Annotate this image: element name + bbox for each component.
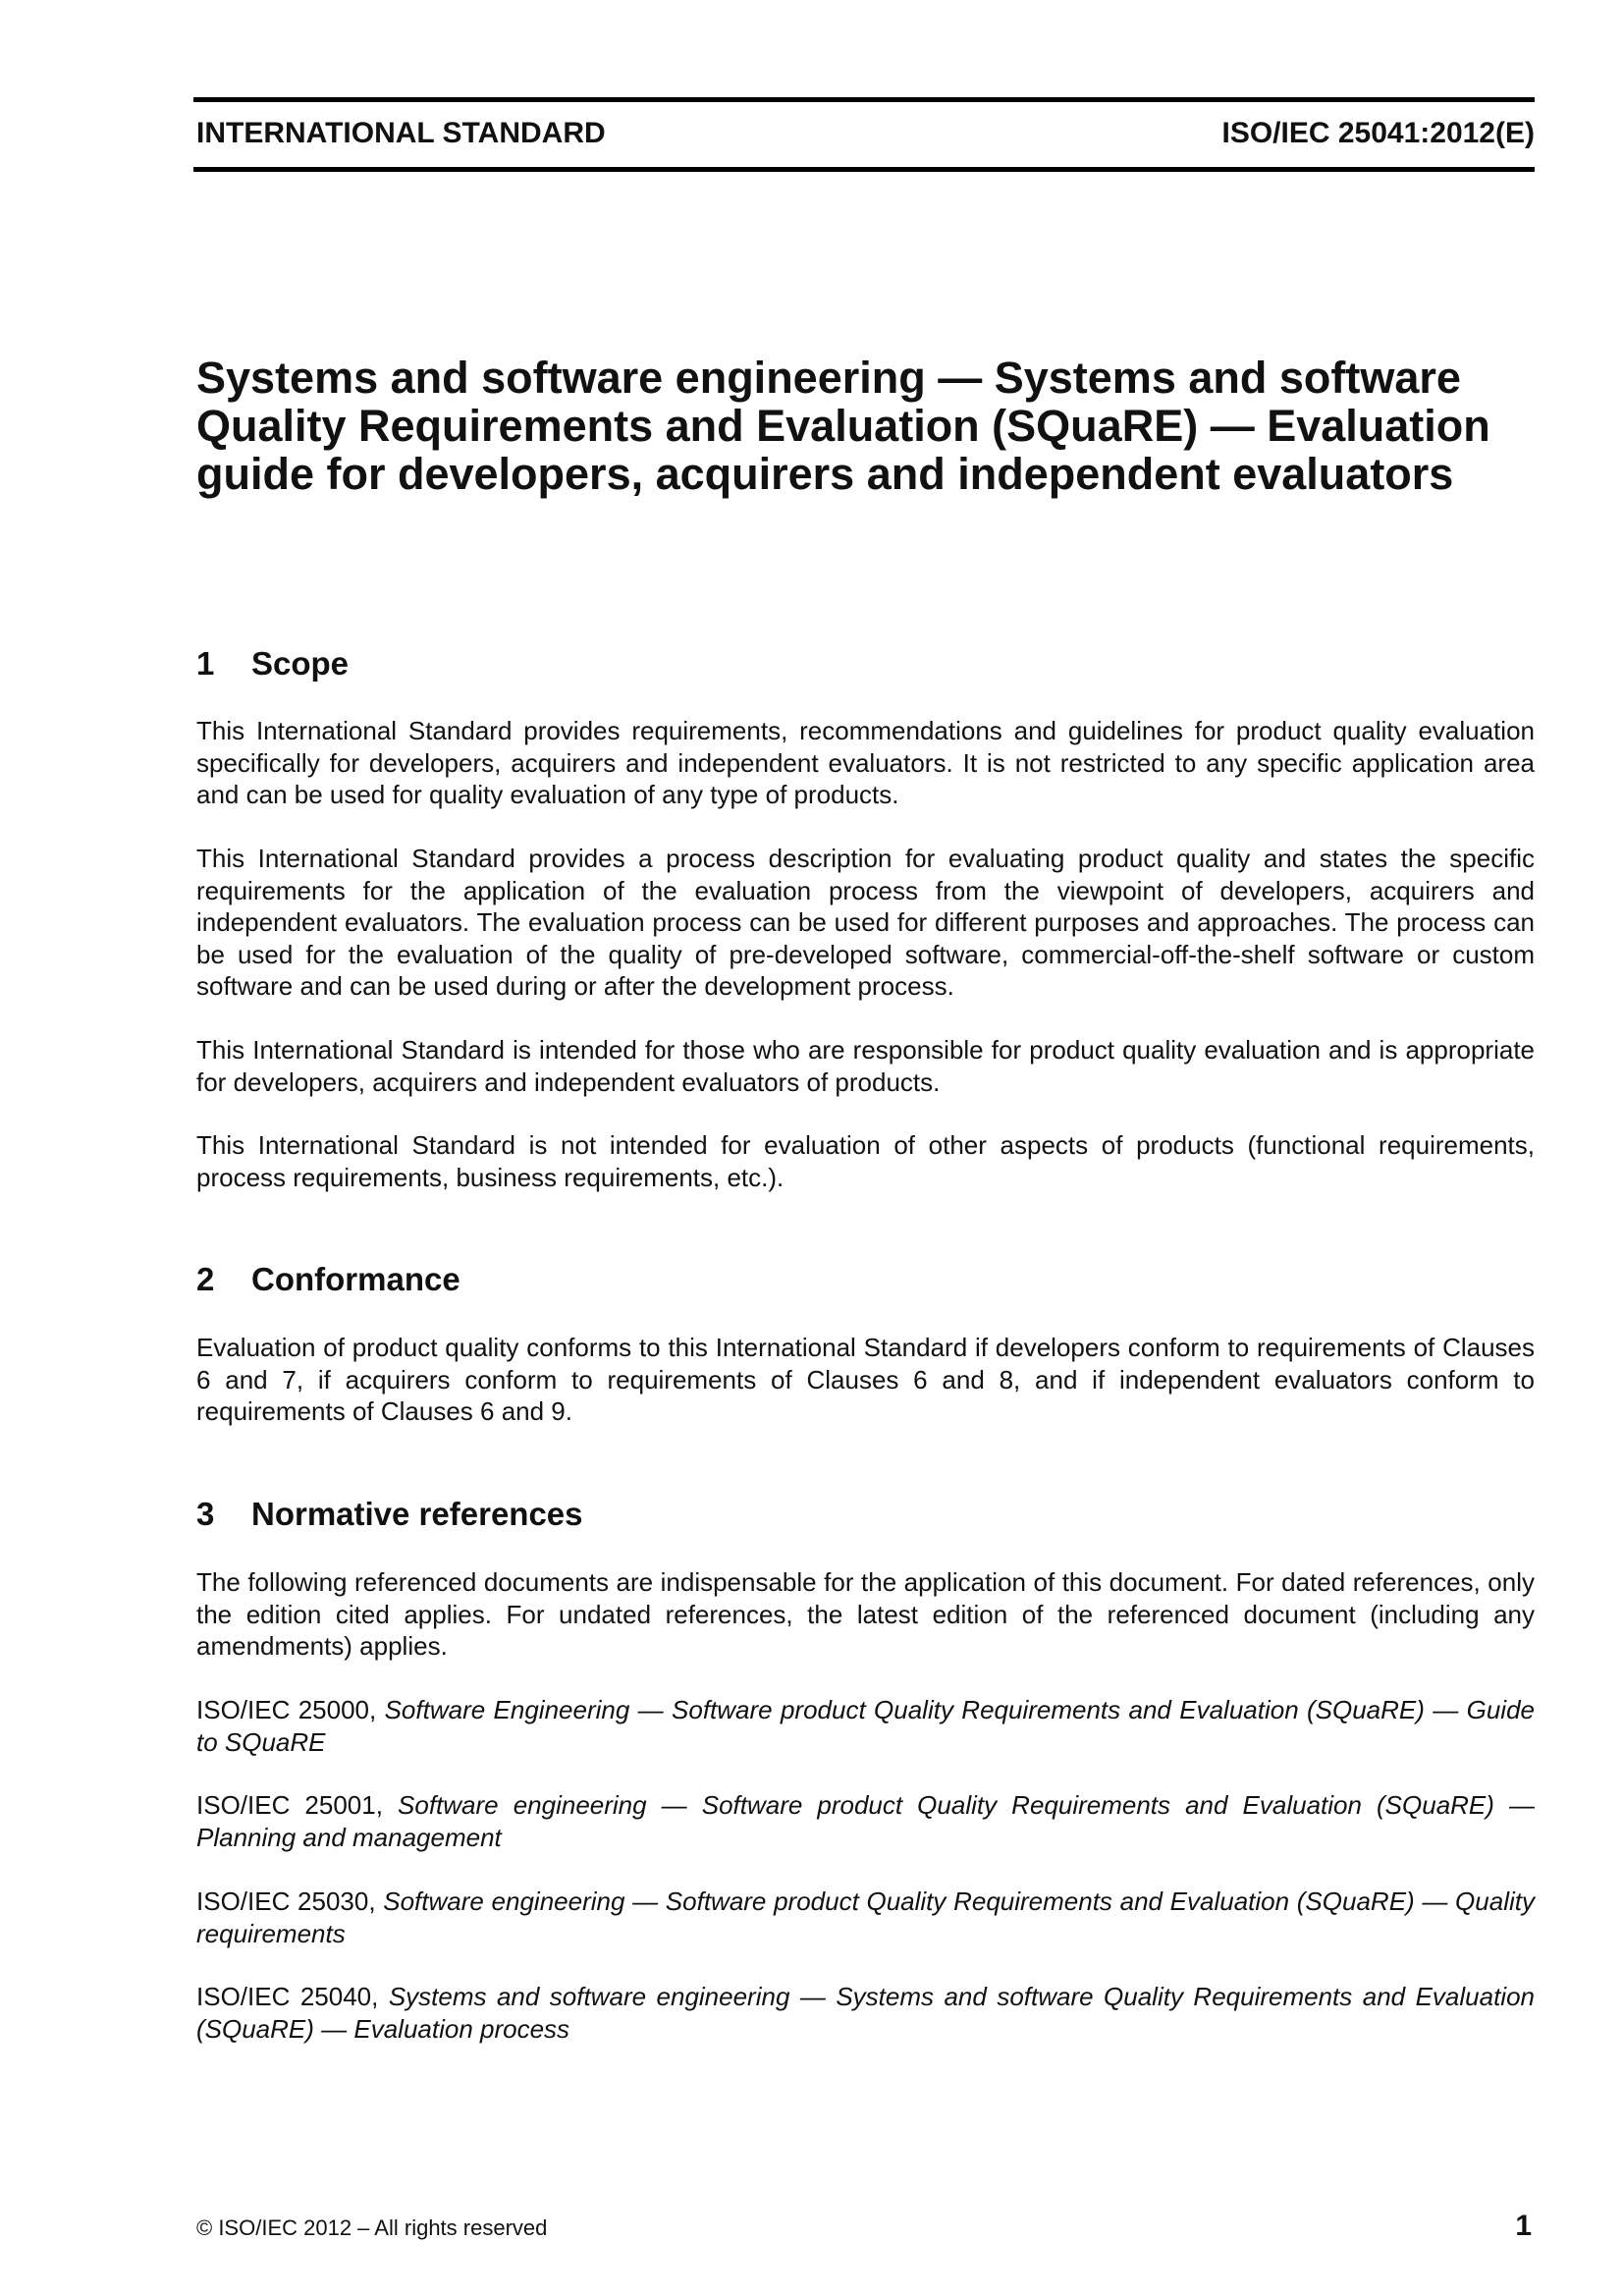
section-number: 3: [196, 1496, 215, 1532]
section-title: Scope: [251, 645, 350, 682]
header-rule-bottom: [193, 167, 1535, 172]
normative-reference-item: [196, 1789, 1535, 1853]
section-heading-scope: [196, 645, 349, 683]
reference-title: Software engineering — Software product Quality Requirements and Evaluation (SQuaRE) — Planning and management: [196, 1790, 1536, 1852]
section-title: Normative references: [251, 1496, 583, 1532]
reference-title: Systems and software engineering — Systems and software Quality Requirements and Evaluation (SQuaRE) — Evaluation process: [196, 1982, 1535, 2044]
document-title-line: Systems and software engineering — Systems and software: [196, 353, 1461, 403]
reference-id: ISO/IEC 25040,: [196, 1982, 379, 2011]
document-title: [196, 354, 1538, 498]
reference-id: ISO/IEC 25001,: [196, 1790, 383, 1820]
section-number: 2: [196, 1261, 215, 1297]
reference-id: ISO/IEC 25030,: [196, 1886, 376, 1916]
footer-copyright: © ISO/IEC 2012 – All rights reserved: [196, 2215, 548, 2240]
conformance-paragraph: Evaluation of product quality conforms to this International Standard if developers conform to requirements of Clauses 6 and 7, if acquirers conform to requirements of Clauses 6 and 8, and if independent evaluators conform to requirements of Clauses 6 and 9.: [196, 1333, 1535, 1426]
normative-references-intro: The following referenced documents are indispensable for the application of this document. For dated references, only the edition cited applies. For undated references, the latest edition of the referenced document (including any amendments) applies.: [196, 1567, 1535, 1661]
section-title: Conformance: [251, 1261, 460, 1297]
scope-paragraph-1: This International Standard provides requirements, recommendations and guidelines for product quality evaluation specifically for developers, acquirers and independent evaluators. It is not restricted to any specific application area and can be used for quality evaluation of any type of products.: [196, 716, 1535, 809]
section-number: 1: [196, 645, 215, 682]
section-heading-normative-references: [196, 1496, 583, 1533]
header-rule-top: [193, 97, 1535, 102]
header-standard-type: INTERNATIONAL STANDARD: [196, 117, 606, 149]
header-standard-number: ISO/IEC 25041:2012(E): [1221, 117, 1535, 149]
document-title-line: Quality Requirements and Evaluation (SQuaRE) — Evaluation: [196, 401, 1490, 451]
scope-paragraph-3: This International Standard is intended for those who are responsible for product quality evaluation and is appropriate for developers, acquirers and independent evaluators of products.: [196, 1035, 1535, 1097]
normative-reference-item: [196, 1694, 1535, 1758]
footer-page-number: 1: [1515, 2210, 1532, 2242]
normative-reference-item: [196, 1886, 1535, 1949]
section-heading-conformance: [196, 1261, 460, 1298]
reference-title: Software Engineering — Software product Quality Requirements and Evaluation (SQuaRE) — Guide to SQuaRE: [196, 1695, 1535, 1757]
document-title-line: guide for developers, acquirers and independent evaluators: [196, 449, 1454, 499]
reference-id: ISO/IEC 25000,: [196, 1695, 377, 1724]
scope-paragraph-4: This International Standard is not intended for evaluation of other aspects of products (functional requirements, process requirements, business requirements, etc.).: [196, 1130, 1535, 1192]
scope-paragraph-2: This International Standard provides a process description for evaluating product quality and states the specific requirements for the application of the evaluation process from the viewpoint of developers, acquirers and independent evaluators. The evaluation process can be used for different purposes and approaches. The process can be used for the evaluation of the quality of pre-developed software, commercial-off-the-shelf software or custom software and can be used during or after the development process.: [196, 844, 1535, 1001]
reference-title: Software engineering — Software product Quality Requirements and Evaluation (SQuaRE) — Quality requirements: [196, 1886, 1535, 1948]
normative-reference-item: [196, 1981, 1535, 2045]
